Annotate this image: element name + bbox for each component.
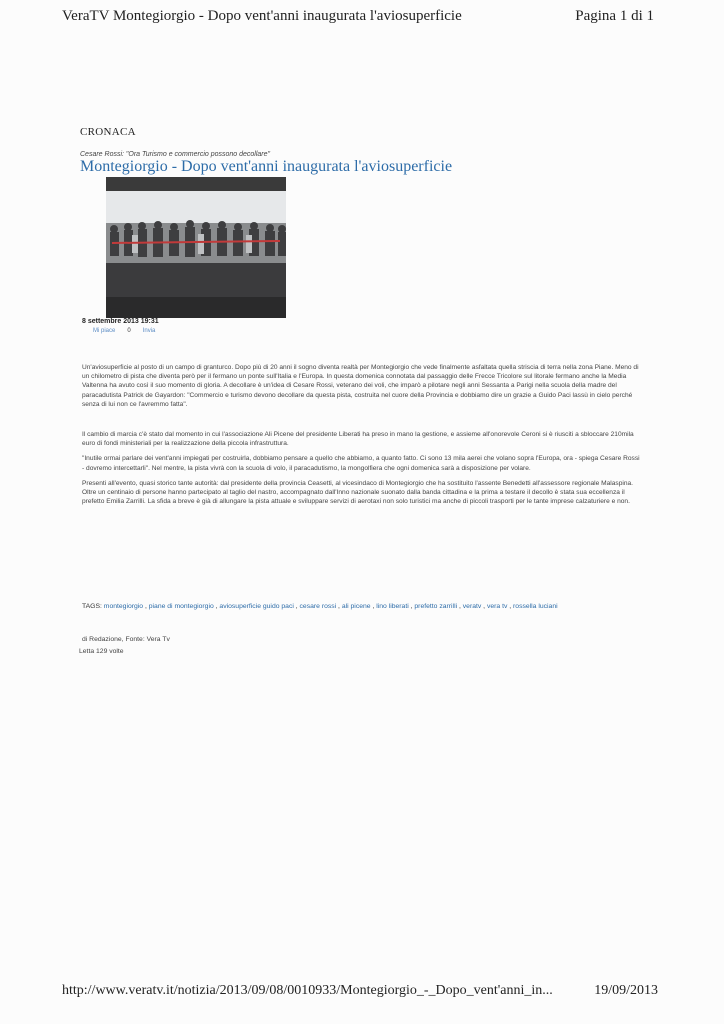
tag-link[interactable]: cesare rossi	[299, 603, 337, 610]
section-label: CRONACA	[80, 126, 136, 138]
social-bar	[93, 328, 155, 334]
tag-link[interactable]: vera tv	[486, 603, 508, 610]
send-button[interactable]: Invia	[142, 328, 156, 334]
print-page-number: Pagina 1 di 1	[575, 8, 654, 24]
print-header	[62, 8, 654, 25]
article-body	[82, 363, 640, 515]
print-footer	[62, 983, 658, 999]
article-title[interactable]: Montegiorgio - Dopo vent'anni inaugurata l'aviosuperficie	[80, 158, 453, 175]
read-count: Letta 129 volte	[79, 648, 124, 655]
tag-link[interactable]: veratv	[462, 603, 482, 610]
tag-link[interactable]: rossella luciani	[513, 603, 558, 610]
print-footer-url: http://www.veratv.it/notizia/2013/09/08/0010933/Montegiorgio_-_Dopo_vent'anni_in...	[62, 983, 553, 998]
article-photo	[106, 177, 286, 318]
tags-label: TAGS:	[82, 603, 102, 610]
print-footer-date: 19/09/2013	[594, 983, 658, 998]
tag-link[interactable]: montegiorgio	[103, 603, 144, 610]
article-paragraph: "Inutile ormai parlare dei vent'anni impiegati per costruirla, dobbiamo pensare a quello che abbiamo, a quanto fatto. Ci sono 13 mila aerei che volano sopra l'Europa, ora - spiega Cesare Rossi - dovremo intercettarli". Nel mentre, la pista vivrà con la scuola di volo, il paracadutismo, la mongolfiera che ogni domenica sarà a disposizione per volare.	[82, 455, 640, 472]
article-subtitle: Cesare Rossi: "Ora Turismo e commercio possono decollare"	[80, 151, 271, 158]
tag-link[interactable]: lino liberati	[376, 603, 409, 610]
tag-link[interactable]: prefetto zarrilli	[414, 603, 458, 610]
like-count: 0	[127, 328, 131, 334]
article-paragraph: Presenti all'evento, quasi storico tante autorità: dal presidente della provincia Ceasetti, al vicesindaco di Montegiorgio che ha sostituito l'assente Benedetti all'assessore regionale Malaspina. Oltre un centinaio di persone hanno partecipato al taglio del nastro, accompagnato dall'Inno nazionale suonato dalla banda cittadina e la prima a testare il decollo è stata sua eccellenza il prefetto Emilia Zarrilli. La sfida a breve è già di allungare la pista attuale e sviluppare servizi di aerotaxi non solo turistici ma anche di piccoli trasporti per le tante imprese calzaturiere e non.	[82, 479, 634, 506]
tags-bar: TAGS: montegiorgio , piane di montegiorgio , aviosuperficie guido paci , cesare rossi , ali picene , lino liberati , prefetto zarrilli , veratv , vera tv , rossella luciani	[82, 603, 558, 610]
article-credit: di Redazione, Fonte: Vera Tv	[82, 636, 170, 643]
tag-link[interactable]: piane di montegiorgio	[148, 603, 214, 610]
article-paragraph: Il cambio di marcia c'è stato dal momento in cui l'associazione Ali Picene del presidente Liberati ha preso in mano la gestione, e assieme all'onorevole Ceroni si è riusciti a sbloccare 210mila euro di fondi ministeriali per la realizzazione della piccola infrastruttura.	[82, 431, 634, 448]
tag-link[interactable]: aviosuperficie guido paci	[219, 603, 294, 610]
article-date: 8 settembre 2013 19:31	[82, 318, 159, 325]
article-paragraph: Un'aviosuperficie al posto di un campo di granturco. Dopo più di 20 anni il sogno diventa realtà per Montegiorgio che vede finalmente asfaltata quella striscia di terra nella zona Piane. Meno di un chilometro di pista che diventa però per il fermano un ponte sull'Italia e l'Europa. In questa domenica connotata dal passaggio delle Frecce Tricolore sul litorale fermano anche la Media Valtenna ha avuto così il suo momento di gloria. A decollare è un'idea di Cesare Rossi, veterano dei voli, che imparò a pilotare negli anni Sessanta a Parigi nella scuola della madre del paracadutista Patrick de Gayardon: "Commercio e turismo devono decollare da questa pista, costruita nel cuore della Provincia e dobbiamo dire un grazie a Guido Paci lassù in cielo perché senza di lui non ce l'avremmo fatta".	[82, 364, 639, 408]
tag-link[interactable]: ali picene	[341, 603, 371, 610]
like-button[interactable]: Mi piace	[93, 328, 116, 334]
print-header-title: VeraTV Montegiorgio - Dopo vent'anni inaugurata l'aviosuperficie	[62, 8, 462, 24]
